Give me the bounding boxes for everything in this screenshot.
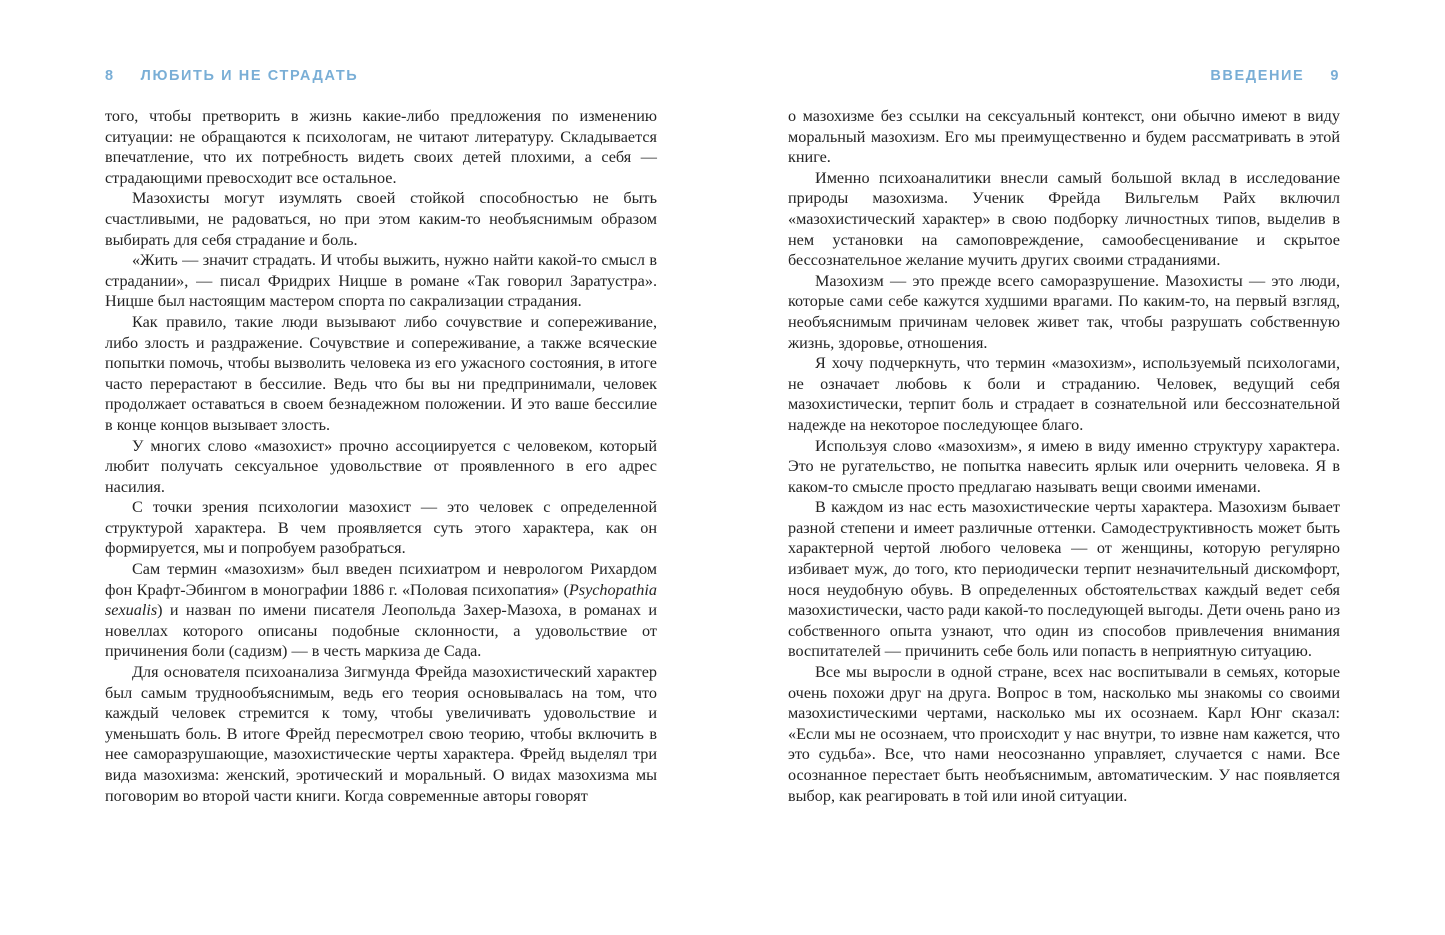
text-segment: С точки зрения психологии мазохист — это человек с определенной структурой характера. В чем проявляется суть этого характера, как он формируется, мы и попробуем разобраться. [105,498,657,558]
text-segment: Все мы выросли в одной стране, всех нас воспитывали в семьях, которые очень похожи друг на друга. Вопрос в том, насколько мы знакомы со своими мазохистическими чертами, насколько мы их осознаем. Карл Юнг сказал: «Если мы не осознаем, что происходит у нас внутри, то извне нам кажется, что это судьба». Все, что нами неосознанно управляет, случается с нами. Все осознанное перестает быть необъяснимым, автоматическим. У нас появляется выбор, как реагировать в той или иной ситуации. [788,663,1340,805]
text-segment: ) и назван по имени писателя Леопольда Захер-Мазоха, в романах и новеллах которого описаны подобные склонности, а удовольствие от причинения боли (садизм) — в честь маркиза де Сада. [105,601,657,661]
text-segment: Для основателя психоанализа Зигмунда Фрейда мазохистический характер был самым труднообъяснимым, ведь его теория основывалась на том, что каждый человек стремится к тому, чтобы увеличивать удовольствие и уменьшать боль. В итоге Фрейд пересмотрел свою теорию, чтобы включить в нее саморазрушающие, мазохистические черты характера. Фрейд выделял три вида мазохизма: женский, эротический и моральный. О видах мазохизма мы поговорим во второй части книги. Когда современные авторы говорят [105,663,657,805]
paragraph [105,312,657,436]
paragraph [788,662,1340,806]
text-segment: В каждом из нас есть мазохистические черты характера. Мазохизм бывает разной степени и имеет различные оттенки. Самодеструктивность может быть характерной чертой любого человека — от женщины, которую регулярно избивает муж, до того, кто периодически терпит незначительный дискомфорт, нося неудобную обувь. В определенных обстоятельствах каждый ведет себя мазохистически, часто ради какой-то последующей выгоды. Дети очень рано из собственного опыта узнают, что один из способов привлечения внимания воспитателей — причинить себе боль или попасть в неприятную ситуацию. [788,498,1340,661]
paragraph [105,436,657,498]
text-segment: Мазохисты могут изумлять своей стойкой способностью не быть счастливыми, не радоваться, но при этом каким-то необъяснимым образом выбирать для себя страдание и боль. [105,189,657,249]
text-segment: Как правило, такие люди вызывают либо сочувствие и сопереживание, либо злость и раздражение. Сочувствие и сопереживание, а также всяческие попытки помочь, чтобы вызволить человека из его ужасного состояния, в итоге часто перерастают в бессилие. Ведь что бы вы ни предпринимали, человек продолжает оставаться в своем безнадежном положении. И это ваше бессилие в конце концов вызывает злость. [105,312,657,434]
text-segment: Мазохизм — это прежде всего саморазрушение. Мазохисты — это люди, которые сами себе кажутся худшими врагами. По каким-то, на первый взгляд, необъяснимым причинам человек живет так, чтобы разрушать собственную жизнь, здоровье, отношения. [788,271,1340,352]
paragraph [105,188,657,250]
paragraph [788,168,1340,271]
paragraph [105,662,657,806]
right-page-body-text [788,106,1340,806]
text-segment: о мазохизме без ссылки на сексуальный контекст, они обычно имеют в виду моральный мазохизм. Его мы преимущественно и будем рассматривать в этой книге. [788,107,1340,167]
paragraph [105,497,657,559]
paragraph [788,106,1340,168]
text-segment: «Жить — значит страдать. И чтобы выжить, нужно найти какой-то смысл в страдании», — писал Фридрих Ницше в романе «Так говорил Заратустра». Ницше был настоящим мастером спорта по сакрализации страдания. [105,251,657,311]
left-page-number: 8 [105,68,115,84]
left-page-body-text [105,106,657,806]
left-page [105,68,657,806]
text-segment: Сам термин «мазохизм» был введен психиатром и неврологом Рихардом фон Крафт-Эбингом в монографии 1886 г. «Половая психопатия» ( [105,560,657,599]
right-page-header [788,68,1340,84]
text-segment: Именно психоаналитики внесли самый большой вклад в исследование природы мазохизма. Ученик Фрейда Вильгельм Райх включил «мазохистический характер» в свою подборку личностных типов, выделив в нем установки на самоповреждение, самообесценивание и скрытое бессознательное желание мучить других своими страданиями. [788,168,1340,270]
paragraph [105,559,657,662]
paragraph [788,271,1340,353]
text-segment: У многих слово «мазохист» прочно ассоциируется с человеком, который любит получать сексуальное удовольствие от проявленного в его адрес насилия. [105,436,657,496]
right-page-number: 9 [1330,68,1340,84]
italic-text: Psychopathia sexualis [105,580,657,620]
paragraph [788,497,1340,662]
text-segment: того, чтобы претворить в жизнь какие-либо предложения по изменению ситуации: не обращаются к психологам, не читают литературу. Складывается впечатление, что их потребность видеть своих детей плохими, а себя — страдающими превосходит все остальное. [105,107,657,187]
left-running-title: ЛЮБИТЬ И НЕ СТРАДАТЬ [140,68,359,84]
paragraph [788,436,1340,498]
paragraph [105,106,657,188]
paragraph [105,250,657,312]
left-page-header [105,68,657,84]
text-segment: Используя слово «мазохизм», я имею в виду именно структуру характера. Это не ругательство, не попытка навесить ярлык или очернить человека. Я в каком-то смысле просто предлагаю называть вещи своими именами. [788,436,1340,496]
right-page [788,68,1340,806]
paragraph [788,353,1340,435]
text-segment: Я хочу подчеркнуть, что термин «мазохизм», используемый психологами, не означает любовь к боли и страданию. Человек, ведущий себя мазохистически, терпит боль и страдает в сознательной или бессознательной надежде на некоторое последующее благо. [788,354,1340,434]
right-running-title: ВВЕДЕНИЕ [1210,68,1305,84]
